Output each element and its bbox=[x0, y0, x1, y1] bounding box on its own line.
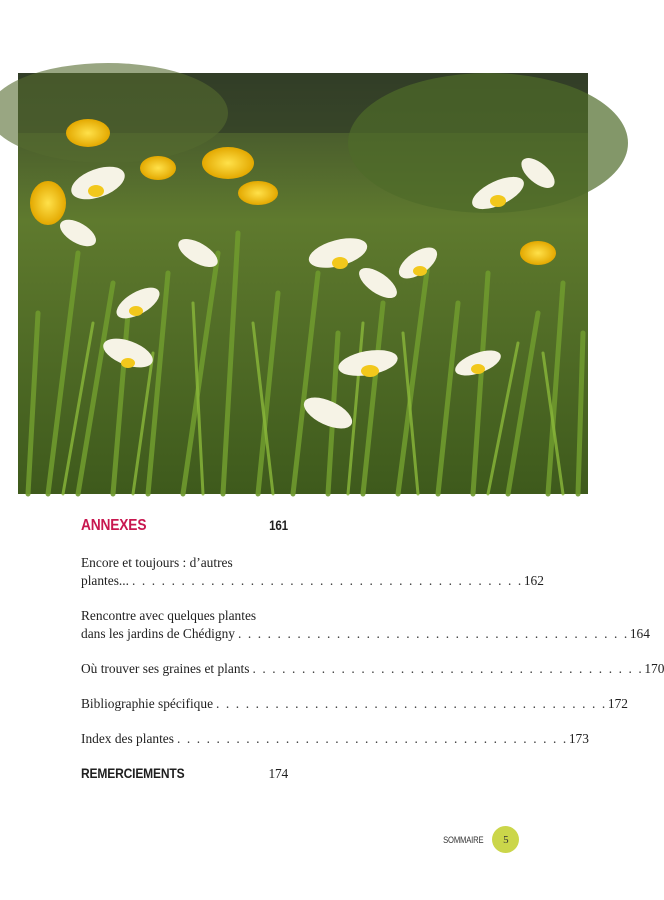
toc-entry[interactable] bbox=[81, 695, 628, 713]
table-of-contents bbox=[81, 517, 664, 782]
toc-entry[interactable] bbox=[81, 730, 589, 748]
section-title: REMERCIEMENTS bbox=[81, 765, 185, 781]
section-page-number: 174 bbox=[268, 766, 288, 781]
running-footer-label: SOMMAIRE bbox=[443, 834, 484, 845]
page-number-badge: 5 bbox=[492, 826, 519, 853]
dot-leader: . . . . . . . . . . . . . . . . . . . . . . . . . . . . . . . . . . . . . . . . bbox=[131, 573, 523, 588]
dot-leader: . . . . . . . . . . . . . . . . . . . . . . . . . . . . . . . . . . . . . . . . bbox=[216, 696, 607, 711]
page-footer bbox=[436, 826, 519, 853]
toc-entry[interactable] bbox=[81, 660, 664, 678]
dot-leader: . . . . . . . . . . . . . . . . . . . . . . . . . . . . . . . . . . . . . . . . bbox=[252, 661, 644, 676]
toc-entry[interactable] bbox=[81, 554, 544, 590]
entry-title-line: plantes... bbox=[81, 573, 129, 588]
entry-title-line: Encore et toujours : d’autres bbox=[81, 555, 233, 570]
entry-title-line: dans les jardins de Chédigny bbox=[81, 626, 235, 641]
iris-flowers-photo bbox=[18, 73, 588, 494]
toc-entry[interactable] bbox=[81, 607, 650, 643]
entry-title-line: Rencontre avec quelques plantes bbox=[81, 608, 257, 623]
section-page-number: 161 bbox=[269, 518, 288, 533]
toc-section-annexes[interactable] bbox=[81, 517, 288, 535]
toc-section-remerciements[interactable] bbox=[81, 765, 288, 782]
entry-title-line: Où trouver ses graines et plants bbox=[81, 661, 250, 676]
entry-title-line: Bibliographie spécifique bbox=[81, 696, 214, 711]
entry-page-number: 162 bbox=[523, 573, 544, 588]
entry-page-number: 172 bbox=[607, 696, 628, 711]
dot-leader: . . . . . . . . . . . . . . . . . . . . . . . . . . . . . . . . . . . . . . . . bbox=[176, 731, 568, 746]
section-title: ANNEXES bbox=[81, 517, 147, 534]
entry-title-line: Index des plantes bbox=[81, 731, 174, 746]
entry-page-number: 170 bbox=[644, 661, 664, 676]
entry-page-number: 164 bbox=[629, 626, 650, 641]
dot-leader: . . . . . . . . . . . . . . . . . . . . . . . . . . . . . . . . . . . . . . . . bbox=[237, 626, 629, 641]
entry-page-number: 173 bbox=[568, 731, 589, 746]
